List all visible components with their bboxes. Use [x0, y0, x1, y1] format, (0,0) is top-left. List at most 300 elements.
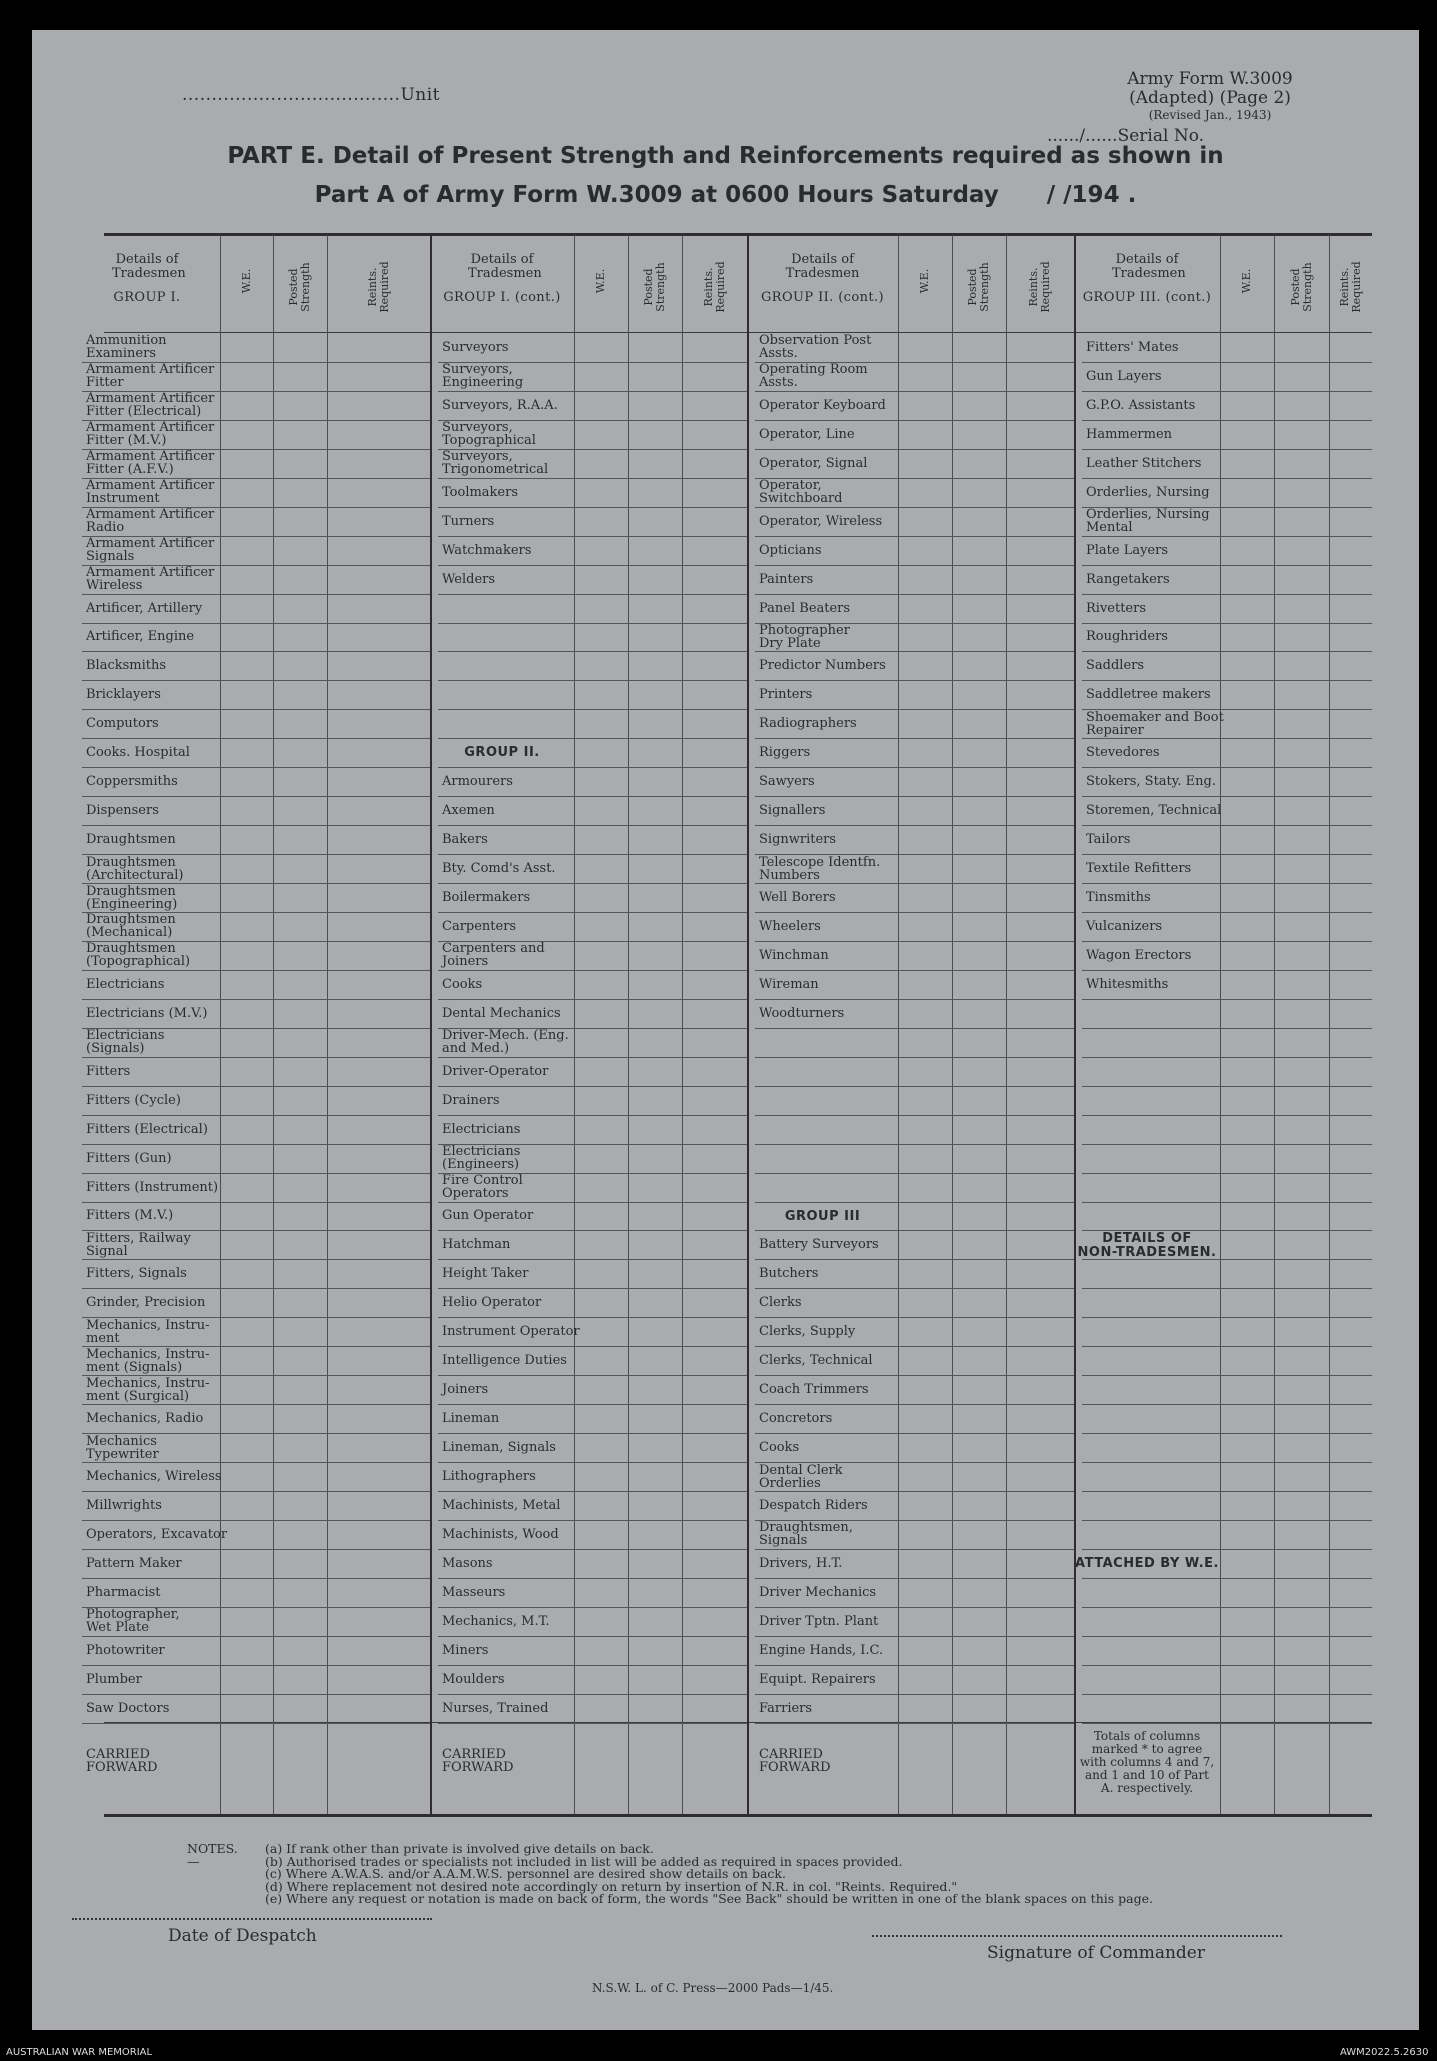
trade-row-label	[759, 1665, 896, 1694]
trade-row-label	[86, 1433, 218, 1462]
row-line	[1082, 999, 1372, 1000]
trade-name: Signal	[86, 1243, 128, 1259]
trade-row-label	[759, 970, 896, 999]
trade-name: Fitters (Cycle)	[86, 1092, 181, 1108]
totals-note-text: with columns 4 and 7,	[1079, 1755, 1215, 1769]
trade-name: Armament Artificer	[86, 391, 215, 407]
row-line	[1082, 1433, 1372, 1434]
trade-name: and Med.)	[442, 1041, 510, 1057]
trade-row-label	[86, 912, 218, 941]
trade-name: Rangetakers	[1086, 571, 1170, 587]
trade-name: Clerks, Supply	[759, 1324, 856, 1340]
trade-row-label	[86, 709, 218, 738]
trade-name: Pattern Maker	[86, 1555, 182, 1571]
trade-name: Electricians	[86, 1028, 165, 1044]
trade-row-label	[759, 507, 896, 536]
notes-items	[265, 1843, 1153, 1906]
trade-name: Hammermen	[1086, 426, 1173, 442]
carried-forward-text: CARRIED	[86, 1747, 150, 1762]
trade-row-label	[86, 883, 218, 912]
trade-name: Riggers	[759, 745, 811, 761]
trade-name: Despatch Riders	[759, 1497, 868, 1513]
trade-row-label	[442, 999, 572, 1028]
reints-required-header: Reints. Required	[1337, 261, 1363, 313]
trade-row-label	[1086, 507, 1218, 536]
details-of-tradesmen-label: Details of Tradesmen	[1112, 252, 1186, 281]
trade-row-label	[1086, 391, 1218, 420]
row-line	[1082, 1723, 1372, 1724]
carried-forward-text: CARRIED	[759, 1747, 823, 1762]
trade-name: Cooks. Hospital	[86, 745, 190, 761]
trade-name: Stokers, Staty. Eng.	[1086, 774, 1216, 790]
printer-imprint: N.S.W. L. of C. Press—2000 Pads—1/45.	[592, 1981, 834, 1995]
trade-row-label	[759, 594, 896, 623]
trade-name: Plumber	[86, 1671, 142, 1687]
trade-name: Fitter (A.F.V.)	[86, 462, 174, 478]
unit-field: .....................................Unit	[182, 85, 440, 105]
trade-name: Saw Doctors	[86, 1700, 170, 1716]
trade-row-label	[1086, 680, 1218, 709]
trade-row-label	[86, 999, 218, 1028]
trade-row-label	[442, 941, 572, 970]
trade-name: Mechanics, Wireless	[86, 1469, 222, 1485]
trade-name: Helio Operator	[442, 1295, 542, 1311]
row-line	[438, 651, 747, 652]
trade-name: Engineering	[442, 375, 524, 391]
trade-row-label	[442, 883, 572, 912]
trade-row-label	[1086, 536, 1218, 565]
trade-row-label	[1086, 362, 1218, 391]
trade-row-label	[86, 1230, 218, 1259]
row-line	[1082, 1636, 1372, 1637]
trade-row-label	[759, 1404, 896, 1433]
note-item: (d) Where replacement not desired note accordingly on return by insertion of N.R. in col. "Reints. Required."	[265, 1878, 958, 1894]
row-line	[438, 1723, 747, 1724]
trade-row-label	[86, 680, 218, 709]
trade-name: Watchmakers	[442, 542, 532, 558]
trade-name: Orderlies	[759, 1475, 821, 1491]
trade-row-label	[86, 1578, 218, 1607]
trade-row-label	[759, 680, 896, 709]
trade-name: Mechanics, Instru-	[86, 1317, 210, 1333]
trade-row-label	[86, 565, 218, 594]
trade-name: Ammunition	[86, 333, 167, 349]
group-heading	[747, 1210, 898, 1224]
trade-row-label	[759, 565, 896, 594]
trade-name: Stevedores	[1086, 745, 1160, 761]
trade-name: Roughriders	[1086, 629, 1168, 645]
trade-name: Operator, Wireless	[759, 513, 883, 529]
trade-row-label	[759, 825, 896, 854]
trade-name: Observation Post	[759, 333, 872, 349]
trade-row-label	[442, 333, 572, 362]
trade-row-label	[442, 1462, 572, 1491]
trade-name: Carpenters and	[442, 941, 545, 957]
trade-row-label	[442, 536, 572, 565]
trade-name: Gun Operator	[442, 1208, 534, 1224]
trade-row-label	[442, 970, 572, 999]
trade-row-label	[1086, 449, 1218, 478]
trade-row-label	[442, 1520, 572, 1549]
trade-name: Electricians	[442, 1144, 521, 1160]
trade-row-label	[442, 507, 572, 536]
trade-row-label	[759, 1578, 896, 1607]
block-divider	[430, 235, 432, 1814]
form-revised: (Revised Jan., 1943)	[1148, 108, 1272, 122]
note-item: (e) Where any request or notation is made on back of form, the words "See Back" should be written in one of the blank spaces on this page.	[265, 1891, 1153, 1906]
trade-name: Armament Artificer	[86, 362, 215, 378]
trade-name: Saddletree makers	[1086, 687, 1211, 703]
trade-row-label	[86, 1317, 218, 1346]
trade-name: Sawyers	[759, 774, 815, 790]
trade-name: Telescope Identfn.	[759, 854, 881, 870]
trade-name: Tailors	[1086, 832, 1131, 848]
trade-name: Clerks, Technical	[759, 1353, 873, 1369]
trade-name: Fire Control	[442, 1173, 523, 1189]
form-title-text: Part A of Army Form W.3009 at 0600 Hours Saturday	[314, 182, 999, 208]
trade-name: Typewriter	[86, 1446, 159, 1462]
trade-row-label	[442, 1636, 572, 1665]
trade-name: Photographer	[759, 622, 850, 638]
row-line	[755, 1115, 1074, 1116]
trade-row-label	[442, 1173, 572, 1202]
trade-name: Computors	[86, 716, 159, 732]
trade-row-label	[442, 767, 572, 796]
archive-caption-right: AWM2022.5.2630	[1340, 2047, 1429, 2058]
row-line	[1082, 1578, 1372, 1579]
totals-note	[1074, 1730, 1220, 1795]
trade-row-label	[86, 1665, 218, 1694]
trade-row-label	[442, 1491, 572, 1520]
row-line	[438, 594, 747, 595]
row-line	[1082, 1694, 1372, 1695]
trade-name: Machinists, Metal	[442, 1497, 561, 1513]
notes-label: NOTES.—	[187, 1841, 238, 1869]
trade-name: Mechanics, Radio	[86, 1411, 204, 1427]
trade-row-label	[442, 1607, 572, 1636]
trade-name: Winchman	[759, 947, 829, 963]
trade-row-label	[442, 1028, 572, 1057]
note-item: (a) If rank other than private is involved give details on back.	[265, 1841, 654, 1856]
reints-required-header: Reints. Required	[701, 261, 727, 313]
carried-forward-text: FORWARD	[442, 1760, 514, 1775]
trade-row-label	[442, 478, 572, 507]
form-title-date: / /194 .	[1046, 182, 1137, 208]
trade-row-label	[1086, 594, 1218, 623]
row-line	[755, 1202, 1074, 1203]
details-of-tradesmen-label: Details of Tradesmen	[112, 252, 186, 281]
group-heading-text: NON-TRADESMEN.	[1077, 1245, 1217, 1261]
trade-name: (Mechanical)	[86, 925, 173, 941]
row-line	[1082, 1375, 1372, 1376]
reints-required-header: Reints. Required	[1027, 261, 1052, 313]
we-column-header: W.E.	[594, 268, 607, 294]
trade-name: Fitters' Mates	[1086, 339, 1179, 355]
trade-name: Orderlies, Nursing	[1086, 484, 1210, 500]
trade-row-label	[759, 738, 896, 767]
trade-name: Masseurs	[442, 1584, 506, 1600]
trade-row-label	[442, 565, 572, 594]
trade-row-label	[442, 1230, 572, 1259]
trade-name: Draughtsmen	[86, 832, 176, 848]
trade-row-label	[759, 1549, 896, 1578]
row-line	[438, 623, 747, 624]
trade-row-label	[86, 478, 218, 507]
trade-row-label	[86, 1636, 218, 1665]
row-line	[1082, 1173, 1372, 1174]
trade-name: Shoemaker and Boot	[1086, 709, 1224, 725]
trade-name: Lineman	[442, 1411, 500, 1427]
form-adapted: (Adapted) (Page 2)	[1129, 88, 1291, 108]
posted-strength-header: Posted Strength	[1288, 262, 1314, 312]
trade-name: Grinder, Precision	[86, 1295, 206, 1311]
trade-row-label	[442, 449, 572, 478]
trade-row-label	[1086, 941, 1218, 970]
trade-name: Bty. Comd's Asst.	[442, 861, 556, 877]
trade-name: Switchboard	[759, 491, 843, 507]
trade-row-label	[759, 391, 896, 420]
trade-name: Wet Plate	[86, 1620, 149, 1636]
trade-name: Masons	[442, 1555, 493, 1571]
trade-name: Orderlies, Nursing	[1086, 507, 1210, 523]
trade-row-label	[86, 1694, 218, 1723]
trade-name: Fitters, Railway	[86, 1230, 191, 1246]
trade-name: Fitters (Instrument)	[86, 1179, 219, 1195]
trade-row-label	[1086, 478, 1218, 507]
row-line	[1082, 1549, 1372, 1550]
trade-name: Operator, Line	[759, 426, 855, 442]
trade-name: Bricklayers	[86, 687, 161, 703]
trade-name: Cooks	[442, 976, 483, 992]
trade-name: Well Borers	[759, 890, 836, 906]
trade-name: Coach Trimmers	[759, 1382, 869, 1398]
row-line	[1082, 1404, 1372, 1405]
trade-row-label	[442, 1086, 572, 1115]
group-heading	[1074, 1232, 1220, 1260]
serial-number-field: ....../......Serial No.	[1047, 126, 1205, 146]
block-divider	[747, 235, 749, 1814]
trade-name: Draughtsmen,	[759, 1520, 853, 1536]
table-bottom-rule	[104, 1814, 1372, 1817]
trade-name: Mechanics, M.T.	[442, 1613, 550, 1629]
trade-row-label	[1086, 738, 1218, 767]
row-line	[1082, 1057, 1372, 1058]
row-line	[438, 680, 747, 681]
trade-name: Predictor Numbers	[759, 658, 886, 674]
trade-row-label	[759, 362, 896, 391]
trade-name: ment (Surgical)	[86, 1388, 190, 1404]
trade-name: (Architectural)	[86, 867, 184, 883]
block-divider	[1074, 235, 1076, 1814]
trade-row-label	[442, 1057, 572, 1086]
trade-name: Fitters (M.V.)	[86, 1208, 174, 1224]
trade-name: Instrument Operator	[442, 1324, 580, 1340]
trade-name: Artificer, Engine	[86, 629, 195, 645]
trade-row-label	[442, 1375, 572, 1404]
row-line	[755, 1173, 1074, 1174]
trade-name: Pharmacist	[86, 1584, 161, 1600]
trade-name: Wagon Erectors	[1086, 947, 1192, 963]
trade-row-label	[759, 1433, 896, 1462]
trade-name: Machinists, Wood	[442, 1526, 559, 1542]
row-line	[1082, 1665, 1372, 1666]
signature-label: Signature of Commander	[987, 1943, 1205, 1963]
trade-row-label	[442, 1346, 572, 1375]
trade-row-label	[86, 391, 218, 420]
trade-name: Signals	[759, 1533, 808, 1549]
trade-name: Wireman	[759, 976, 819, 992]
trade-row-label	[759, 999, 896, 1028]
trade-row-label	[86, 1491, 218, 1520]
trade-row-label	[86, 1462, 222, 1491]
trade-row-label	[86, 1404, 218, 1433]
trade-name: Bakers	[442, 832, 488, 848]
trade-row-label	[86, 420, 218, 449]
trade-name: Electricians (M.V.)	[86, 1005, 208, 1021]
trade-name: Draughtsmen	[86, 912, 176, 928]
trade-row-label	[86, 767, 218, 796]
trade-name: Rivetters	[1086, 600, 1147, 616]
trade-row-label	[759, 1230, 896, 1259]
trade-row-label	[759, 1375, 896, 1404]
trade-row-label	[759, 478, 896, 507]
trade-name: Fitters (Gun)	[86, 1150, 172, 1166]
posted-strength-header: Posted Strength	[287, 262, 312, 312]
trade-row-label	[1086, 333, 1218, 362]
trade-name: Draughtsmen	[86, 854, 176, 870]
trade-name: Assts.	[759, 375, 798, 391]
trade-name: Joiners	[442, 1382, 489, 1398]
trade-row-label	[759, 941, 896, 970]
column-header-details	[747, 253, 898, 305]
trade-row-label	[86, 1346, 218, 1375]
trade-row-label	[759, 623, 896, 652]
trade-name: Lithographers	[442, 1469, 536, 1485]
trade-name: Panel Beaters	[759, 600, 851, 616]
totals-note-text: and 1 and 10 of Part	[1084, 1768, 1210, 1782]
trade-name: Blacksmiths	[86, 658, 167, 674]
trade-name: Axemen	[442, 803, 495, 819]
trade-row-label	[86, 1144, 218, 1173]
trade-name: Tinsmiths	[1086, 890, 1151, 906]
trade-name: Radiographers	[759, 716, 857, 732]
trade-row-label	[442, 1694, 572, 1723]
column-header-details	[74, 253, 220, 305]
trade-row-label	[86, 1086, 218, 1115]
group-label: GROUP I.	[113, 290, 181, 305]
column-header-details	[1074, 253, 1220, 305]
trade-row-label	[86, 536, 218, 565]
carried-forward-label	[442, 1748, 514, 1774]
trade-name: Drivers, H.T.	[759, 1555, 843, 1571]
row-line	[438, 738, 747, 739]
trade-row-label	[86, 1520, 228, 1549]
trade-row-label	[759, 709, 896, 738]
trade-name: Intelligence Duties	[442, 1353, 567, 1369]
trade-name: Cooks	[759, 1440, 800, 1456]
trade-name: Surveyors	[442, 339, 509, 355]
trade-name: Coppersmiths	[86, 774, 178, 790]
row-line	[82, 1723, 430, 1724]
column-header-details	[430, 253, 574, 305]
trade-row-label	[442, 1404, 572, 1433]
trade-name: Artificer, Artillery	[86, 600, 203, 616]
trade-row-label	[86, 651, 218, 680]
trade-name: Armament Artificer	[86, 507, 215, 523]
row-line	[1082, 1607, 1372, 1608]
group-label: GROUP II. (cont.)	[761, 290, 884, 305]
group-heading	[1074, 1557, 1220, 1571]
we-column-header: W.E.	[239, 268, 253, 294]
trade-row-label	[442, 1259, 572, 1288]
trade-name: Whitesmiths	[1086, 976, 1169, 992]
trade-name: Welders	[442, 571, 496, 587]
trade-row-label	[442, 1433, 572, 1462]
trade-row-label	[442, 912, 572, 941]
trade-name: Trigonometrical	[442, 462, 549, 478]
trade-name: Surveyors,	[442, 362, 513, 378]
trade-name: Surveyors,	[442, 449, 513, 465]
trade-name: Operators, Excavator	[86, 1526, 228, 1542]
trade-row-label	[86, 1115, 218, 1144]
trade-row-label	[759, 1694, 896, 1723]
trade-name: Drainers	[442, 1092, 500, 1108]
carried-forward-label	[86, 1748, 158, 1774]
trade-row-label	[86, 1028, 218, 1057]
trade-name: Farriers	[759, 1700, 813, 1716]
trade-name: Opticians	[759, 542, 822, 558]
carried-forward-label	[759, 1748, 831, 1774]
trade-name: Surveyors, R.A.A.	[442, 397, 558, 413]
trade-name: Woodturners	[759, 1005, 845, 1021]
trade-name: Armourers	[442, 774, 513, 790]
row-line	[755, 1144, 1074, 1145]
trade-row-label	[759, 1520, 896, 1549]
trade-name: Repairer	[1086, 722, 1144, 738]
row-line	[1082, 1317, 1372, 1318]
trade-row-label	[86, 623, 218, 652]
trade-name: Dry Plate	[759, 635, 821, 651]
form-page	[32, 30, 1419, 2030]
archive-caption-left: AUSTRALIAN WAR MEMORIAL	[6, 2047, 153, 2058]
trade-row-label	[86, 507, 218, 536]
group-heading-text: ATTACHED BY W.E.	[1075, 1555, 1219, 1571]
trade-name: Driver-Mech. (Eng.	[442, 1028, 569, 1044]
trade-name: Dental Clerk	[759, 1462, 843, 1478]
trade-name: Millwrights	[86, 1497, 162, 1513]
trade-row-label	[86, 1549, 218, 1578]
trade-name: Equipt. Repairers	[759, 1671, 876, 1687]
carried-forward-text: CARRIED	[442, 1747, 506, 1762]
trade-name: Radio	[86, 520, 125, 536]
trade-row-label	[86, 362, 218, 391]
trade-row-label	[759, 1317, 896, 1346]
trade-name: Armament Artificer	[86, 420, 215, 436]
trade-row-label	[442, 362, 572, 391]
trade-name: Armament Artificer	[86, 449, 215, 465]
group-heading-text: GROUP III	[784, 1208, 861, 1224]
trade-name: Saddlers	[1086, 658, 1145, 674]
trade-row-label	[759, 651, 896, 680]
trade-name: Driver Mechanics	[759, 1584, 877, 1600]
date-of-despatch-label: Date of Despatch	[168, 1926, 317, 1946]
trade-name: Operator,	[759, 478, 822, 494]
trade-name: Draughtsmen	[86, 883, 176, 899]
row-line	[1082, 1115, 1372, 1116]
trade-row-label	[1086, 623, 1218, 652]
trade-name: Fitters (Electrical)	[86, 1121, 208, 1137]
form-title-line1: PART E. Detail of Present Strength and Reinforcements required as shown in	[227, 143, 1224, 169]
